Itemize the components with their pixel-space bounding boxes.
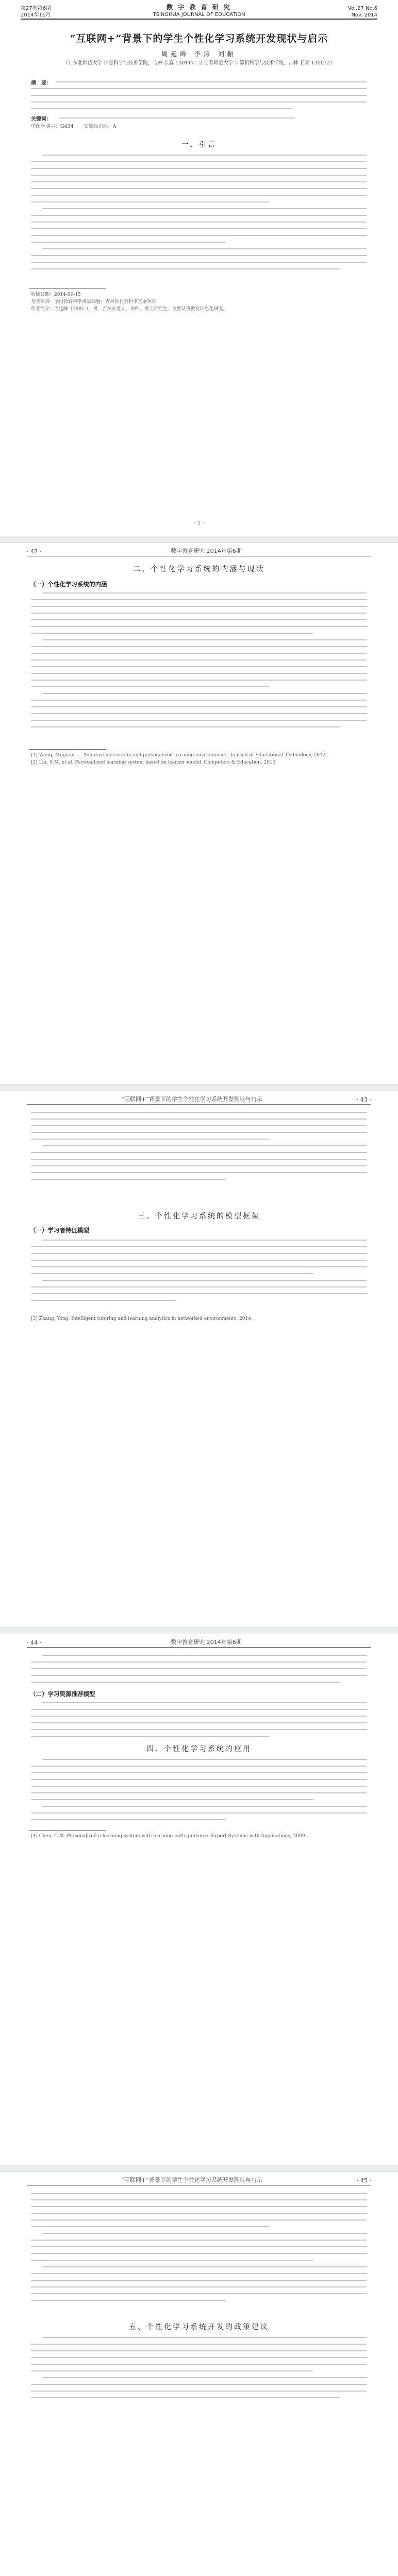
section-2-heading: 二、个性化学习系统的内涵与现状	[133, 565, 265, 573]
footnote-received: 收稿日期：2014-09-15	[31, 292, 81, 297]
section-5-heading: 五、个性化学习系统开发的政策建议	[129, 2323, 269, 2331]
keywords-label: 关键词：	[31, 116, 52, 122]
masthead-date-en: Nov. 2014	[351, 12, 377, 18]
section-3-sub1: （一）学习者特征模型	[30, 1227, 89, 1234]
masthead-volume: 第27卷第6期	[21, 6, 52, 11]
section-2-continued	[31, 1112, 367, 1185]
reference-3: [3] Zhang, Yong. Intelligent tutoring and learning analytics in networked environments. 2014.	[31, 1316, 253, 1321]
section-3-sub2: （二）学习资源推荐模型	[30, 1690, 95, 1698]
section-4-continued	[31, 2193, 367, 2307]
section-4-heading: 四、个性化学习系统的应用	[146, 1745, 252, 1753]
section-3-heading: 三、个性化学习系统的模型框架	[138, 1212, 260, 1221]
page-5	[0, 2172, 398, 2576]
section-2-body	[31, 592, 367, 733]
section-3-body	[31, 1240, 367, 1307]
running-head-journal: 数字教育研究 2014年第6期	[171, 548, 242, 554]
section-2-sub1: （一）个性化学习系统的内涵	[30, 581, 107, 588]
running-head-article: “互联网+”背景下的学生个性化学习系统开发现状与启示	[121, 1096, 262, 1103]
page-gap	[0, 1627, 398, 1634]
page-3	[0, 1091, 398, 1627]
article-authors: 周延峰 李涛 刘振	[161, 50, 237, 58]
running-head-journal: 数字教育研究 2014年第6期	[171, 1639, 242, 1646]
page-4	[0, 1634, 398, 2165]
page-number-1: · 1 ·	[194, 520, 204, 526]
running-head	[27, 2177, 371, 2185]
classification-line: 中图分类号：G434 文献标识码：A	[31, 124, 117, 129]
section-3-continued	[31, 1655, 367, 1688]
footnote-author-bio: 作者简介：周延峰（1981-），男，吉林长春人，讲师，博士研究生，主要从事教育信息化研究。	[31, 307, 228, 312]
article-affiliation: （1.东北师范大学 信息科学与技术学院，吉林 长春 130117；2.长春师范大学 计算机科学与技术学院，吉林 长春 130032）	[63, 60, 335, 66]
page-1	[0, 0, 398, 536]
reference-4: [4] Chen, C.M. Personalized e-learning system with learning path guidance. Expert Systems with Applications, 2009.	[31, 1834, 307, 1839]
running-head	[27, 1096, 371, 1105]
running-head	[27, 548, 371, 556]
section-4-body	[31, 1759, 367, 1826]
section-5-body	[31, 2337, 367, 2404]
footnote-rule	[29, 749, 106, 750]
page-gap	[0, 2165, 398, 2172]
abstract-label: 摘 要：	[31, 80, 52, 86]
reference-2: [2] Liu, S.M. et al. Personalized learning system based on learner model. Computers & Education, 2013.	[31, 760, 277, 765]
masthead-journal-subtitle: TSINGHUA JOURNAL OF EDUCATION	[153, 12, 245, 18]
masthead-date: 2014年11月	[21, 12, 51, 18]
page-gap	[0, 1084, 398, 1091]
footnote-funding: 基金项目：全国教育科学规划课题；吉林省社会科学基金项目	[31, 299, 157, 304]
journal-masthead	[21, 4, 377, 20]
running-head-page: · 43 ·	[357, 1096, 371, 1103]
footnote-rule	[29, 1830, 106, 1831]
running-head-article: “互联网+”背景下的学生个性化学习系统开发现状与启示	[121, 2177, 262, 2183]
running-head-page: · 44 ·	[27, 1639, 41, 1646]
page-gap	[0, 536, 398, 543]
masthead-volume-en: Vol.27 No.6	[347, 6, 377, 11]
running-head	[27, 1639, 371, 1648]
article-title: “互联网+”背景下的学生个性化学习系统开发现状与启示	[70, 33, 328, 44]
abstract-text	[57, 81, 367, 115]
section-3-sub2-body	[31, 1702, 367, 1742]
section-1-body	[31, 155, 367, 275]
page-2	[0, 543, 398, 1084]
running-head-page: · 42 ·	[27, 548, 41, 555]
running-head-page: · 45 ·	[357, 2177, 371, 2184]
masthead-journal-title: 数 字 教 育 研 究	[167, 4, 231, 11]
section-1-heading: 一、引言	[181, 141, 217, 149]
reference-1: [1] Wang, Minjuan, ... Adaptive instruction and personalized learning environments. Journal of Educational Technology, 2012.	[31, 753, 327, 758]
